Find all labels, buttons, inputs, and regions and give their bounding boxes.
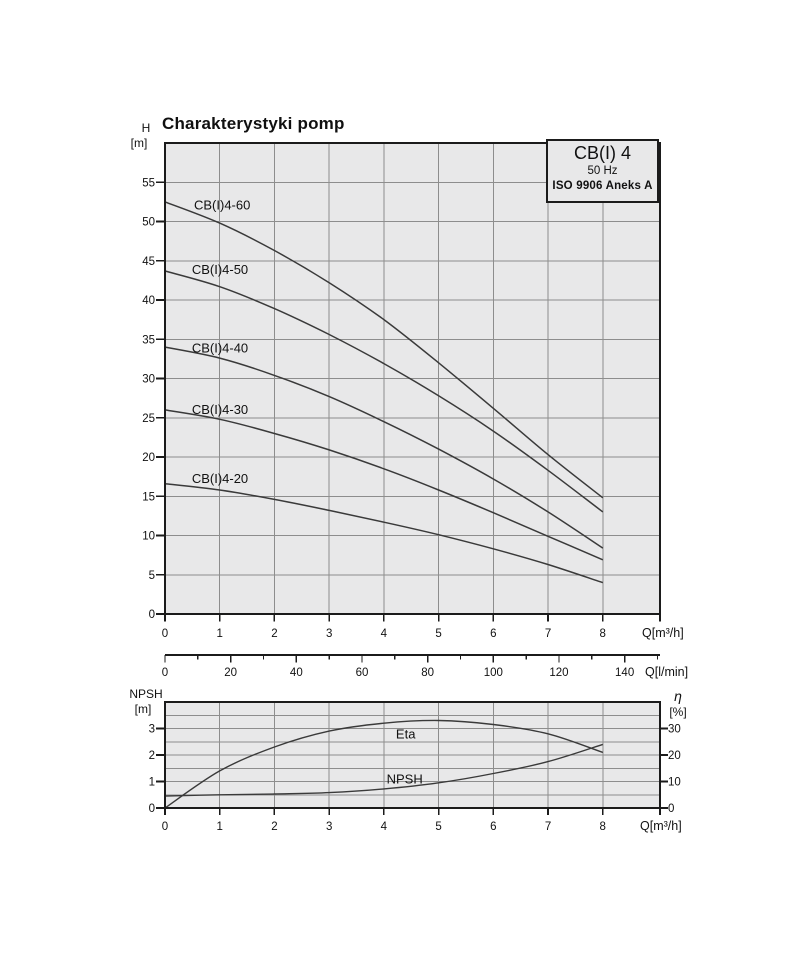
eta-right-tick-label: 10 [668,776,681,789]
npsh-left-tick-label: 2 [148,750,155,762]
head-y-tick-label: 40 [142,295,155,307]
pump-standard-label: ISO 9906 Aneks A [552,180,653,192]
head-y-tick-label: 55 [142,177,155,190]
lmin-tick-label: 20 [224,667,238,679]
lmin-tick-label: 100 [483,667,503,679]
head-y-tick-label: 35 [142,334,155,347]
head-x-tick-label: 1 [216,628,223,640]
head-x-tick-label: 3 [325,628,333,640]
curve-label: CB(I)4-50 [191,262,249,278]
eta-axis-title: η [674,688,682,704]
curve-label: CB(I)4-40 [191,340,249,356]
lmin-tick-label: 140 [615,667,635,679]
page-title: Charakterystyki pomp [162,114,345,133]
curve-label: CB(I)4-30 [191,401,249,417]
head-x-tick-label: 0 [161,628,169,640]
head-x-axis-unit: Q[m³/h] [642,626,684,640]
npsh-x-tick-label: 7 [544,821,552,833]
head-y-tick-label: 0 [148,609,155,621]
head-x-tick-label: 8 [599,628,606,640]
head-y-tick-label: 30 [142,373,155,386]
lmin-axis-unit: Q[l/min] [645,665,689,679]
npsh-left-tick-label: 3 [148,723,155,736]
eta-right-tick-label: 30 [668,723,681,736]
head-y-tick-label: 5 [148,569,155,582]
npsh-axis-title: NPSH [129,687,163,701]
lmin-tick-label: 40 [289,667,303,679]
head-x-tick-label: 4 [380,628,388,640]
npsh-x-tick-label: 5 [435,821,442,833]
head-x-tick-label: 5 [435,628,442,640]
pump-frequency-label: 50 Hz [587,165,618,177]
npsh-axis-unit-label: [m] [134,702,152,716]
head-y-tick-label: 25 [142,412,155,425]
lmin-tick-label: 60 [355,667,369,679]
npsh-x-tick-label: 6 [490,821,497,833]
head-x-tick-label: 7 [544,628,552,640]
head-y-tick-label: 10 [142,530,155,543]
head-y-tick-label: 15 [142,491,155,504]
eta-right-tick-label: 20 [668,750,681,762]
head-x-tick-label: 6 [490,628,497,640]
pump-model-label: CB(I) 4 [573,143,631,163]
npsh-x-tick-label: 3 [325,821,333,833]
npsh-x-tick-label: 8 [599,821,606,833]
lmin-tick-label: 80 [421,667,435,679]
head-y-axis-unit: [m] [130,136,148,150]
curve-label: Eta [395,726,416,742]
head-y-axis-title: H [141,121,151,135]
flow-lmin-axis [162,655,688,679]
npsh-left-tick-label: 0 [148,803,155,815]
npsh-left-tick-label: 1 [148,776,155,789]
pump-info-box [546,139,659,203]
eta-right-tick-label: 0 [668,803,675,815]
head-y-tick-label: 20 [142,452,155,464]
eta-axis-unit-label: [%] [669,705,687,719]
lmin-tick-label: 0 [161,667,169,679]
npsh-x-tick-label: 1 [216,821,223,833]
lmin-tick-label: 120 [549,667,569,679]
head-x-tick-label: 2 [271,628,278,640]
curve-label: CB(I)4-60 [194,197,251,213]
head-y-tick-label: 45 [142,255,155,268]
head-y-tick-label: 50 [142,216,155,229]
npsh-x-axis-unit: Q[m³/h] [640,819,682,833]
npsh-x-tick-label: 4 [380,821,388,833]
npsh-x-tick-label: 0 [161,821,169,833]
npsh-x-tick-label: 2 [271,821,278,833]
head-y-tick-labels [142,177,155,621]
head-x-tick-labels [162,628,606,640]
npsh-eta-chart [129,687,686,833]
curve-label: CB(I)4-20 [191,470,249,486]
curve-label: NPSH [386,771,423,787]
